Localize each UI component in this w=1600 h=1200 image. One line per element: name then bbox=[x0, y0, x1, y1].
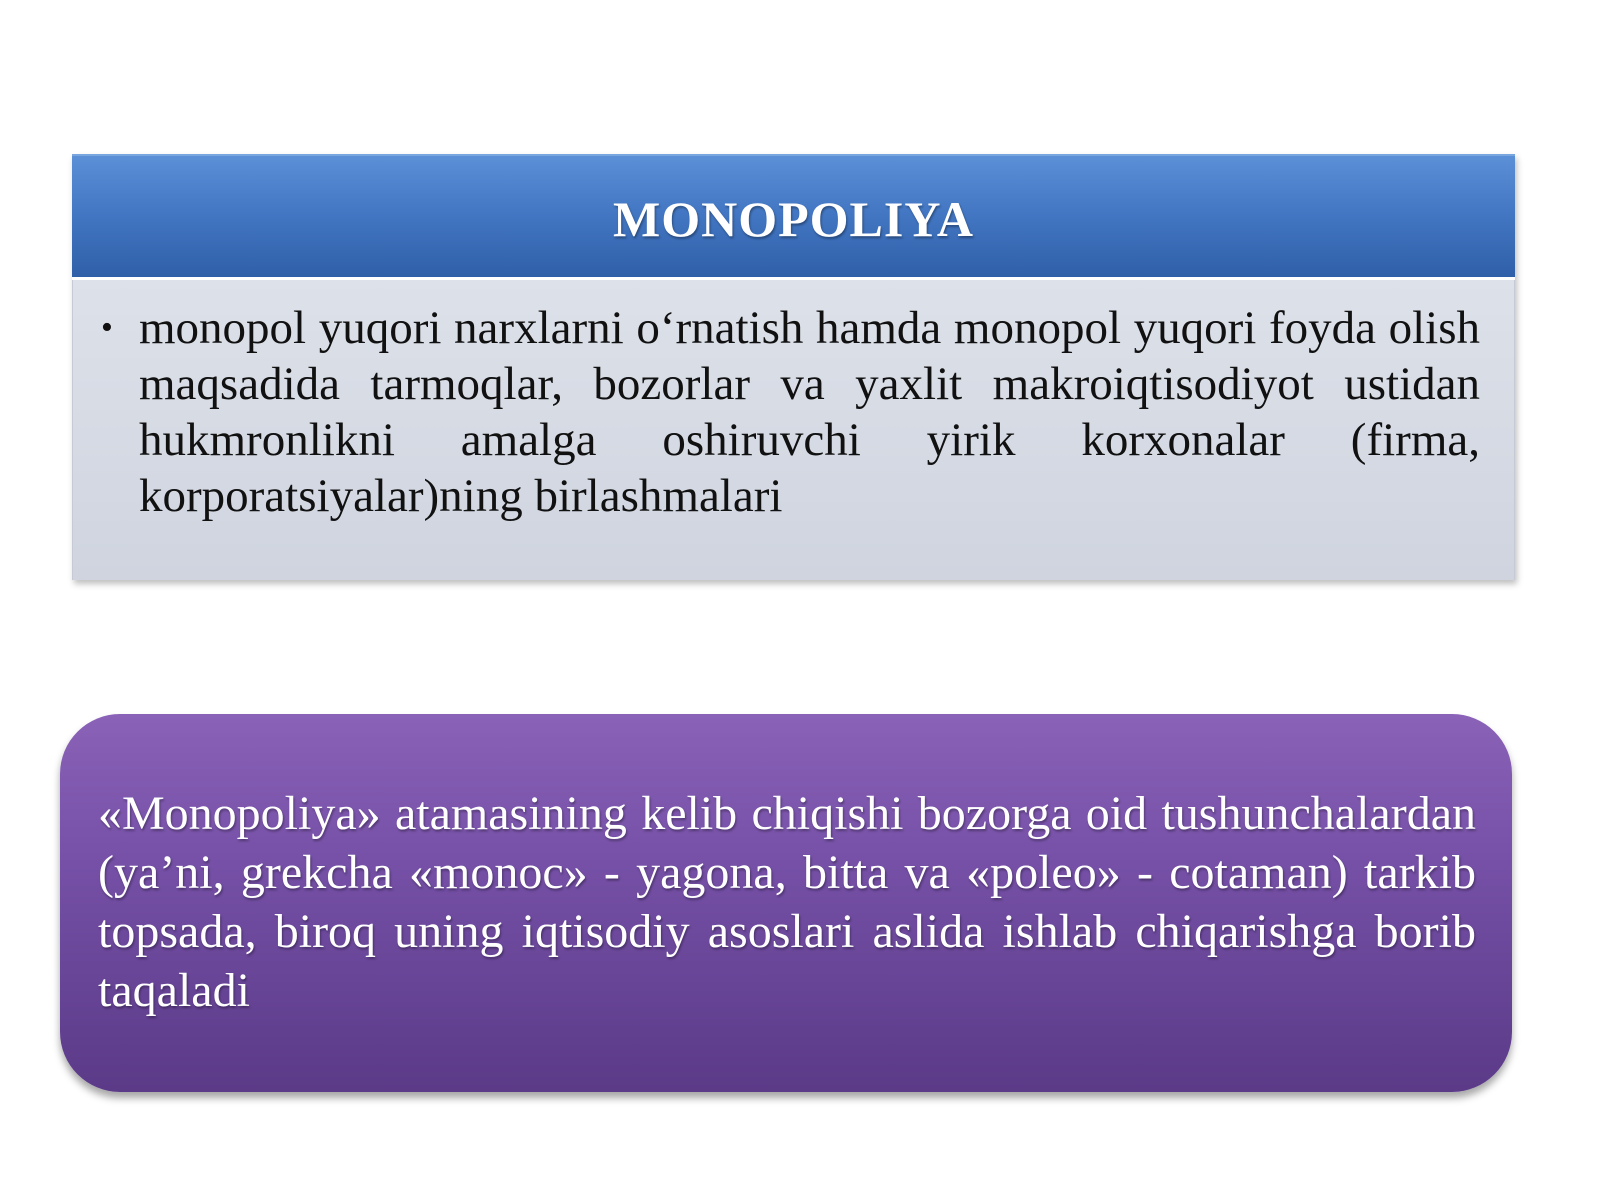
etymology-box bbox=[60, 714, 1512, 1092]
definition-box bbox=[72, 154, 1515, 580]
etymology-text: «Monopoliya» atamasining kelib chiqishi bozorga oid tushunchalardan (ya’ni, grekcha «monoc» - yagona, bitta va «poleo» - cotaman) tarkib topsada, biroq uning iqtisodiy asoslari aslida ishlab chiqarishga borib taqaladi bbox=[98, 787, 1476, 1017]
definition-item bbox=[101, 300, 1480, 524]
bullet-icon: • bbox=[101, 309, 113, 346]
definition-title: MONOPOLIYA bbox=[613, 190, 974, 247]
definition-body bbox=[72, 280, 1515, 580]
definition-text: monopol yuqori narxlarni o‘rnatish hamda monopol yuqori foyda olish maqsadida tarmoqlar, bozorlar va yaxlit makroiqtisodiyot ustidan hukmronlikni amalga oshiruvchi yirik korxonalar (firma, korporatsiyalar)ning birlashmalari bbox=[139, 302, 1480, 522]
definition-header bbox=[72, 154, 1515, 280]
